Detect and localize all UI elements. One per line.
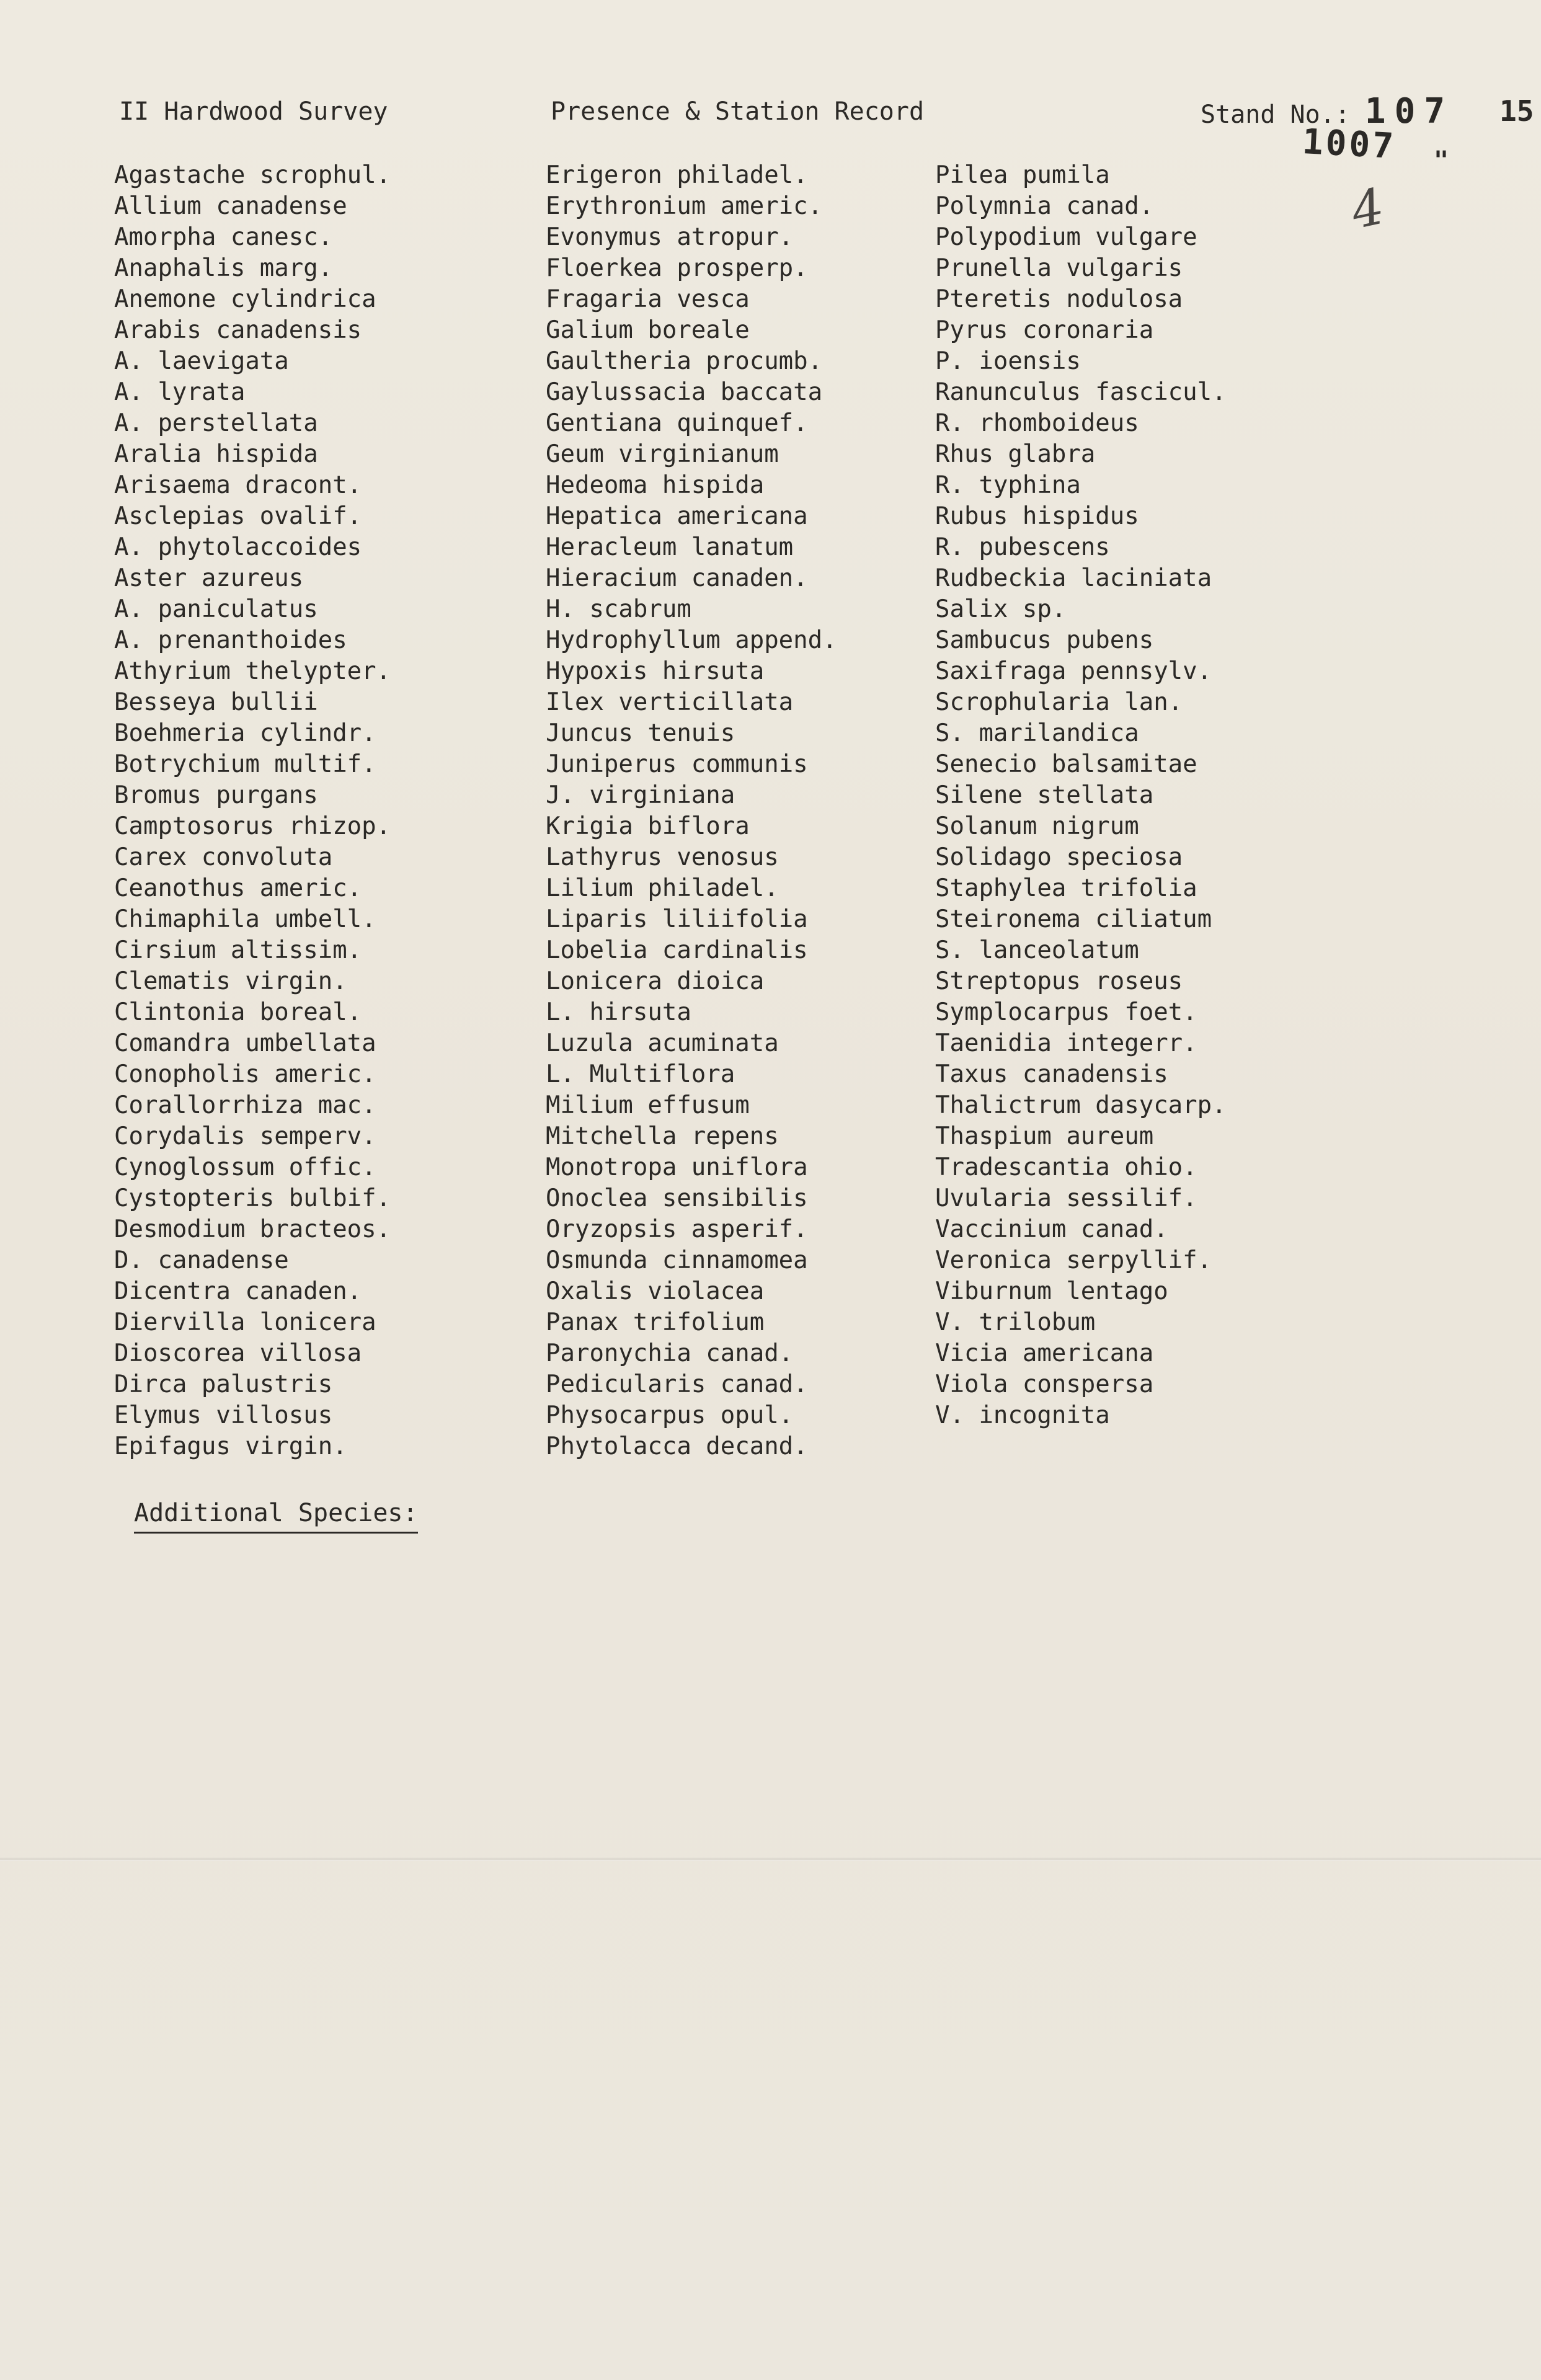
species-entry: Physocarpus opul. <box>546 1401 794 1429</box>
species-entry: Dirca palustris <box>114 1370 333 1398</box>
species-entry: Corallorrhiza mac. <box>114 1091 376 1119</box>
species-entry: Polymnia canad. <box>935 192 1154 220</box>
stand-label: Stand No.: <box>1201 100 1350 129</box>
species-entry: Comandra umbellata <box>114 1029 376 1057</box>
species-entry: Bromus purgans <box>114 781 318 809</box>
species-column-3 <box>935 160 1227 1431</box>
species-entry: Mitchella repens <box>546 1122 779 1150</box>
stamped-number: 1007 <box>1301 122 1397 167</box>
species-entry: Clematis virgin. <box>114 967 347 995</box>
species-entry: Phytolacca decand. <box>546 1432 808 1460</box>
species-entry: Krigia biflora <box>546 812 750 840</box>
species-entry: Paronychia canad. <box>546 1339 794 1367</box>
species-entry: V. incognita <box>935 1401 1110 1429</box>
species-entry: Oxalis violacea <box>546 1277 765 1305</box>
record-title: Presence & Station Record <box>551 97 925 126</box>
species-entry: A. laevigata <box>114 347 289 375</box>
species-entry: V. trilobum <box>935 1308 1096 1336</box>
species-entry: Streptopus roseus <box>935 967 1183 995</box>
species-entry: Lathyrus venosus <box>546 843 779 871</box>
species-entry: Epifagus virgin. <box>114 1432 347 1460</box>
species-entry: Elymus villosus <box>114 1401 333 1429</box>
species-entry: Milium effusum <box>546 1091 750 1119</box>
species-entry: S. lanceolatum <box>935 936 1139 964</box>
species-entry: Conopholis americ. <box>114 1060 376 1088</box>
species-entry: D. canadense <box>114 1246 289 1274</box>
species-entry: Uvularia sessilif. <box>935 1184 1197 1212</box>
species-entry: Cystopteris bulbif. <box>114 1184 391 1212</box>
species-entry: Erythronium americ. <box>546 192 823 220</box>
species-entry: Rubus hispidus <box>935 502 1139 530</box>
species-entry: Viola conspersa <box>935 1370 1154 1398</box>
species-entry: Asclepias ovalif. <box>114 502 362 530</box>
species-entry: Erigeron philadel. <box>546 161 808 189</box>
species-entry: R. typhina <box>935 471 1081 499</box>
species-entry: J. virginiana <box>546 781 735 809</box>
species-entry: A. perstellata <box>114 409 318 437</box>
species-entry: Ceanothus americ. <box>114 874 362 902</box>
stamp-tick: " <box>1434 146 1449 175</box>
species-entry: Oryzopsis asperif. <box>546 1215 808 1243</box>
species-entry: Heracleum lanatum <box>546 533 794 561</box>
paper-fold <box>0 1857 1541 1861</box>
species-entry: Dicentra canaden. <box>114 1277 362 1305</box>
species-entry: Arabis canadensis <box>114 316 362 344</box>
species-entry: Steironema ciliatum <box>935 905 1212 933</box>
species-entry: P. ioensis <box>935 347 1081 375</box>
species-entry: Aralia hispida <box>114 440 318 468</box>
species-entry: Thalictrum dasycarp. <box>935 1091 1227 1119</box>
species-entry: L. Multiflora <box>546 1060 735 1088</box>
species-entry: Boehmeria cylindr. <box>114 719 376 747</box>
species-entry: Pilea pumila <box>935 161 1110 189</box>
species-entry: Ilex verticillata <box>546 688 794 716</box>
survey-title: II Hardwood Survey <box>119 97 388 126</box>
species-entry: Saxifraga pennsylv. <box>935 657 1212 685</box>
species-entry: Hedeoma hispida <box>546 471 765 499</box>
pencil-annotation: 4 <box>1346 177 1390 241</box>
species-entry: Panax trifolium <box>546 1308 765 1336</box>
species-entry: Lonicera dioica <box>546 967 765 995</box>
species-entry: Osmunda cinnamomea <box>546 1246 808 1274</box>
species-entry: Prunella vulgaris <box>935 254 1183 282</box>
species-entry: Pteretis nodulosa <box>935 285 1183 313</box>
species-column-1 <box>114 160 391 1462</box>
species-entry: Gaylussacia baccata <box>546 378 823 406</box>
species-entry: Floerkea prosperp. <box>546 254 808 282</box>
species-entry: Anemone cylindrica <box>114 285 376 313</box>
species-entry: Monotropa uniflora <box>546 1153 808 1181</box>
species-entry: Chimaphila umbell. <box>114 905 376 933</box>
species-entry: A. lyrata <box>114 378 246 406</box>
species-entry: Polypodium vulgare <box>935 223 1197 251</box>
species-entry: Corydalis semperv. <box>114 1122 376 1150</box>
species-entry: Onoclea sensibilis <box>546 1184 808 1212</box>
species-entry: Pedicularis canad. <box>546 1370 808 1398</box>
additional-species-heading: Additional Species: <box>134 1496 418 1534</box>
species-entry: Taenidia integerr. <box>935 1029 1197 1057</box>
species-entry: A. phytolaccoides <box>114 533 362 561</box>
species-entry: Silene stellata <box>935 781 1154 809</box>
species-entry: H. scabrum <box>546 595 691 623</box>
species-entry: Solidago speciosa <box>935 843 1183 871</box>
species-entry: Ranunculus fascicul. <box>935 378 1227 406</box>
species-entry: Viburnum lentago <box>935 1277 1168 1305</box>
species-entry: Juniperus communis <box>546 750 808 778</box>
species-entry: Galium boreale <box>546 316 750 344</box>
species-entry: S. marilandica <box>935 719 1139 747</box>
species-entry: Luzula acuminata <box>546 1029 779 1057</box>
species-entry: Agastache scrophul. <box>114 161 391 189</box>
species-entry: R. rhomboideus <box>935 409 1139 437</box>
species-entry: Hypoxis hirsuta <box>546 657 765 685</box>
species-entry: Botrychium multif. <box>114 750 376 778</box>
species-entry: Liparis liliifolia <box>546 905 808 933</box>
species-entry: Taxus canadensis <box>935 1060 1168 1088</box>
species-entry: Evonymus atropur. <box>546 223 794 251</box>
species-entry: Sambucus pubens <box>935 626 1154 654</box>
species-entry: R. pubescens <box>935 533 1110 561</box>
species-entry: Hepatica americana <box>546 502 808 530</box>
species-entry: Scrophularia lan. <box>935 688 1183 716</box>
species-entry: Hieracium canaden. <box>546 564 808 592</box>
species-entry: Rudbeckia laciniata <box>935 564 1212 592</box>
species-entry: Gentiana quinquef. <box>546 409 808 437</box>
species-entry: Besseya bullii <box>114 688 318 716</box>
species-entry: L. hirsuta <box>546 998 691 1026</box>
species-entry: Pyrus coronaria <box>935 316 1154 344</box>
species-entry: A. prenanthoides <box>114 626 347 654</box>
corner-mark: 15 <box>1499 94 1534 128</box>
species-entry: Camptosorus rhizop. <box>114 812 391 840</box>
species-entry: Aster azureus <box>114 564 304 592</box>
species-entry: Clintonia boreal. <box>114 998 362 1026</box>
species-entry: Vicia americana <box>935 1339 1154 1367</box>
species-entry: Dioscorea villosa <box>114 1339 362 1367</box>
species-entry: Fragaria vesca <box>546 285 750 313</box>
species-entry: Arisaema dracont. <box>114 471 362 499</box>
species-entry: Symplocarpus foet. <box>935 998 1197 1026</box>
stand-number: 107 <box>1364 91 1454 131</box>
species-entry: Allium canadense <box>114 192 347 220</box>
species-entry: Anaphalis marg. <box>114 254 333 282</box>
species-entry: Cynoglossum offic. <box>114 1153 376 1181</box>
species-entry: Staphylea trifolia <box>935 874 1197 902</box>
species-entry: Hydrophyllum append. <box>546 626 837 654</box>
species-entry: Tradescantia ohio. <box>935 1153 1197 1181</box>
species-column-2 <box>546 160 837 1462</box>
species-entry: Thaspium aureum <box>935 1122 1154 1150</box>
species-entry: Geum virginianum <box>546 440 779 468</box>
species-entry: Veronica serpyllif. <box>935 1246 1212 1274</box>
species-entry: Salix sp. <box>935 595 1067 623</box>
species-entry: Rhus glabra <box>935 440 1096 468</box>
species-entry: Cirsium altissim. <box>114 936 362 964</box>
species-entry: Juncus tenuis <box>546 719 735 747</box>
species-entry: Diervilla lonicera <box>114 1308 376 1336</box>
species-entry: Solanum nigrum <box>935 812 1139 840</box>
species-entry: Gaultheria procumb. <box>546 347 823 375</box>
species-entry: Carex convoluta <box>114 843 333 871</box>
species-entry: Desmodium bracteos. <box>114 1215 391 1243</box>
species-entry: Amorpha canesc. <box>114 223 333 251</box>
species-entry: Lilium philadel. <box>546 874 779 902</box>
species-entry: Senecio balsamitae <box>935 750 1197 778</box>
species-entry: A. paniculatus <box>114 595 318 623</box>
species-entry: Vaccinium canad. <box>935 1215 1168 1243</box>
species-entry: Lobelia cardinalis <box>546 936 808 964</box>
species-entry: Athyrium thelypter. <box>114 657 391 685</box>
